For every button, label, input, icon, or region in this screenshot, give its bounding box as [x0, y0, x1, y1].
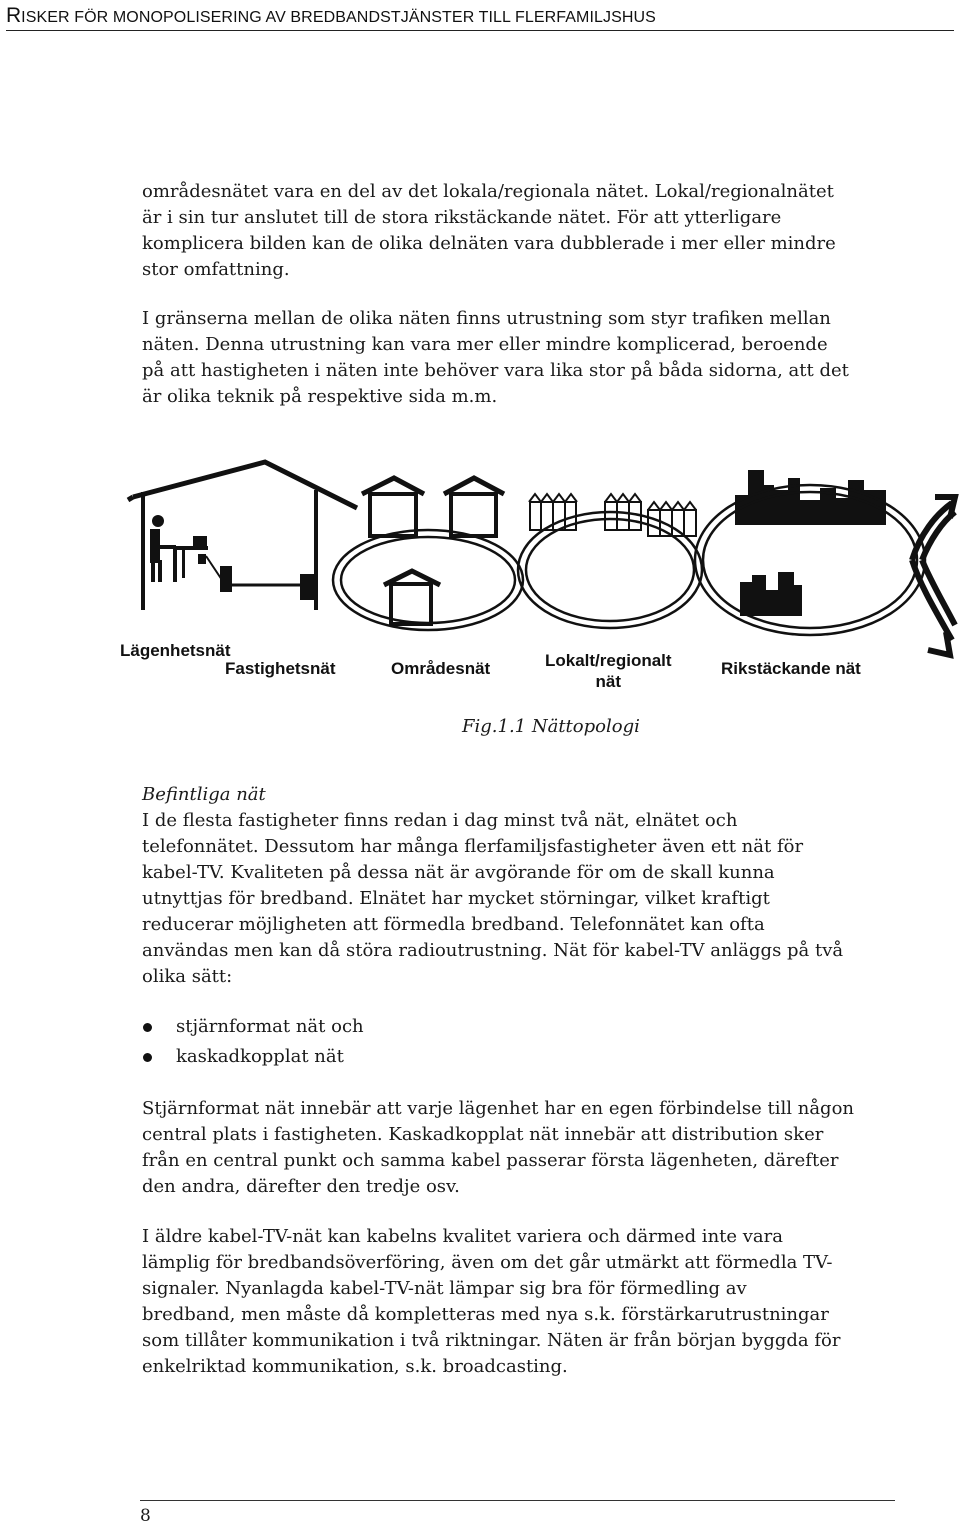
paragraph-cable-tv — [142, 1224, 842, 1380]
text-line: reducerar möjligheten att förmedla bredband. Telefonnätet kan ofta — [142, 914, 765, 935]
section-befintliga-nat — [142, 782, 842, 990]
label-line: nät — [595, 672, 622, 691]
townhouse-row-icon — [529, 494, 696, 536]
text-line: bredband, men måste då kompletteras med nya s.k. förstärkarutrustningar — [142, 1304, 829, 1325]
text-line: näten. Denna utrustning kan vara mer eller mindre komplicerad, beroende — [142, 334, 828, 355]
paragraph-intro — [142, 179, 842, 283]
list-item: stjärnformat nät och — [142, 1014, 364, 1044]
text-line: som tillåter kommunikation i två riktningar. Näten är från början byggda för — [142, 1330, 841, 1351]
person-at-computer-icon — [150, 515, 208, 582]
apartment-house-icon — [128, 462, 357, 610]
label-fastighetsnat: Fastighetsnät — [225, 659, 336, 678]
header-text: ISKER FÖR MONOPOLISERING AV BREDBANDSTJÄNSTER TILL FLERFAMILJSHUS — [21, 9, 656, 26]
label-lokalt-regionalt-nat — [545, 650, 672, 692]
paragraph-borders — [142, 306, 849, 410]
text-line: stor omfattning. — [142, 259, 290, 280]
text-line: utnyttjas för bredband. Elnätet har mycket störningar, vilket kraftigt — [142, 888, 770, 909]
house-icon — [444, 478, 504, 536]
text-line: Stjärnformat nät innebär att varje lägenhet har en egen förbindelse till någon — [142, 1098, 855, 1119]
text-line: kabel-TV. Kvaliteten på dessa nät är avgörande för om de skall kunna — [142, 862, 775, 883]
text-line: komplicera bilden kan de olika delnäten vara dubblerade i mer eller mindre — [142, 233, 836, 254]
text-line: signaler. Nyanlagda kabel-TV-nät lämpar sig bra för förmedling av — [142, 1278, 747, 1299]
text-line: I gränserna mellan de olika näten finns utrustning som styr trafiken mellan — [142, 308, 831, 329]
text-line: telefonnätet. Dessutom har många flerfamiljsfastigheter även ett nät för — [142, 836, 804, 857]
label-line: Lokalt/regionalt — [545, 651, 672, 670]
label-rikstackande-nat: Rikstäckande nät — [721, 659, 861, 678]
house-icon — [384, 571, 440, 624]
backbone-arrow-icon — [912, 497, 955, 655]
text-line: den andra, därefter den tredje osv. — [142, 1176, 460, 1197]
text-line: användas men kan då störa radioutrustning. Nät för kabel-TV anläggs på två — [142, 940, 844, 961]
page-number: 8 — [140, 1506, 151, 1526]
footer-divider — [140, 1500, 895, 1501]
label-omradesnat: Områdesnät — [391, 659, 491, 678]
header-initial: R — [6, 4, 22, 27]
text-line: olika sätt: — [142, 966, 233, 987]
text-line: enkelriktad kommunikation, s.k. broadcasting. — [142, 1356, 568, 1377]
text-line: I de flesta fastigheter finns redan i dag minst två nät, elnätet och — [142, 810, 738, 831]
text-line: I äldre kabel-TV-nät kan kabelns kvalitet variera och därmed inte vara — [142, 1226, 784, 1247]
text-line: från en central punkt och samma kabel passerar första lägenheten, därefter — [142, 1150, 839, 1171]
figure-caption: Fig.1.1 Nättopologi — [462, 716, 640, 737]
paragraph-star-cascade — [142, 1096, 855, 1200]
section-heading: Befintliga nät — [142, 784, 266, 805]
city-skyline-icon — [740, 572, 802, 616]
text-line: central plats i fastigheten. Kaskadkopplat nät innebär att distribution sker — [142, 1124, 824, 1145]
text-line: lämplig för bredbandsöverföring, även om det går utmärkt att förmedla TV- — [142, 1252, 833, 1273]
text-line: är i sin tur anslutet till de stora rikstäckande nätet. För att ytterligare — [142, 207, 782, 228]
house-icon — [362, 478, 424, 536]
wall-outlet-icon — [220, 566, 232, 592]
city-skyline-icon — [735, 470, 886, 525]
list-item: kaskadkopplat nät — [142, 1044, 364, 1074]
running-header — [6, 4, 954, 31]
text-line: på att hastigheten i näten inte behöver vara lika stor på båda sidorna, att det — [142, 360, 849, 381]
text-line: är olika teknik på respektive sida m.m. — [142, 386, 498, 407]
label-lagenhetsnat: Lägenhetsnät — [120, 641, 231, 660]
building-outlet-icon — [300, 574, 314, 600]
text-line: områdesnätet vara en del av det lokala/regionala nätet. Lokal/regionalnätet — [142, 181, 834, 202]
bullet-list — [142, 1014, 364, 1074]
